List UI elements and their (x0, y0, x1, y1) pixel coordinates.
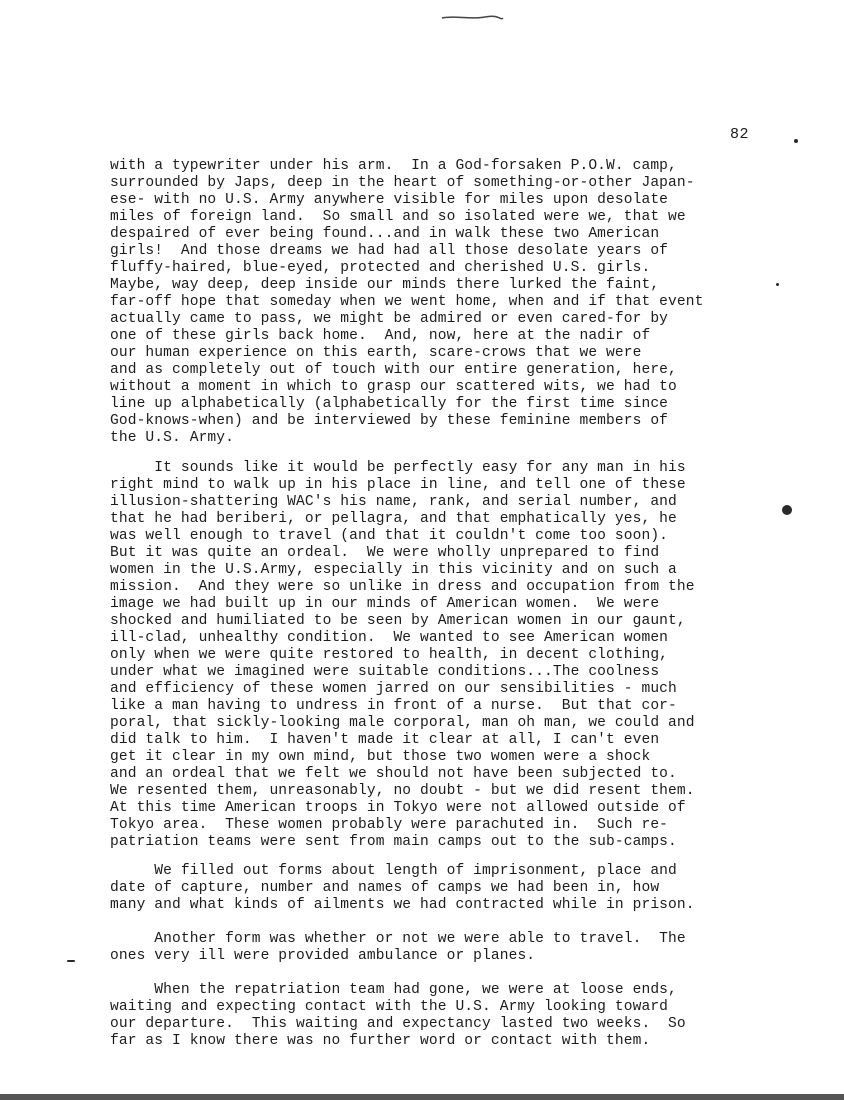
page-number: 82 (730, 126, 750, 143)
top-smudge-mark (440, 12, 505, 26)
paragraph-1: with a typewriter under his arm. In a God-forsaken P.O.W. camp, surrounded by Japs, deep in the heart of something-or-other Japan- ese- with no U.S. Army anywhere visible for miles upon desolate miles of foreign land. So small and so isolated were we, that we despaired of ever being found...and in walk these two American girls! And those dreams we had had all those desolate years of fluffy-haired, blue-eyed, protected and cherished U.S. girls. Maybe, way deep, deep inside our minds there lurked the faint, far-off hope that someday when we went home, when and if that event actually came to pass, we might be admired or even cared-for by one of these girls back home. And, now, here at the nadir of our human experience on this earth, scare-crows that we were and as completely out of touch with our entire generation, here, without a moment in which to grasp our scattered wits, we had to line up alphabetically (alphabetically for the first time since God-knows-when) and be interviewed by these feminine members of the U.S. Army. (110, 158, 704, 446)
paragraph-3: We filled out forms about length of imprisonment, place and date of capture, number and names of camps we had been in, how many and what kinds of ailments we had contracted while in prison. (110, 863, 695, 913)
paragraph-5: When the repatriation team had gone, we were at loose ends, waiting and expecting contact with the U.S. Army looking toward our departure. This waiting and expectancy lasted two weeks. So far as I know there was no further word or contact with them. (110, 982, 686, 1049)
paragraph-4: Another form was whether or not we were able to travel. The ones very ill were provided ambulance or planes. (110, 931, 686, 964)
ink-blot-mark (782, 505, 792, 515)
ink-dash-mark (67, 960, 75, 962)
paragraph-2: It sounds like it would be perfectly easy for any man in his right mind to walk up in his place in line, and tell one of these illusion-shattering WAC's his name, rank, and serial number, and that he had beriberi, or pellagra, and that emphatically yes, he was well enough to travel (and that it couldn't come too soon). But it was quite an ordeal. We were wholly unprepared to find women in the U.S.Army, especially in this vicinity and on such a mission. And they were so unlike in dress and occupation from the image we had built up in our minds of American women. We were shocked and humiliated to be seen by American women in our gaunt, ill-clad, unhealthy condition. We wanted to see American women only when we were quite restored to health, in decent clothing, under what we imagined were suitable conditions...The coolness and efficiency of these women jarred on our sensibilities - much like a man having to undress in front of a nurse. But that cor- poral, that sickly-looking male corporal, man oh man, we could and did talk to him. I haven't made it clear at all, I can't even get it clear in my own mind, but those two women were a shock and an ordeal that we felt we should not have been subjected to. We resented them, unreasonably, no doubt - but we did resent them. At this time American troops in Tokyo were not allowed outside of Tokyo area. These women probably were parachuted in. Such re- patriation teams were sent from main camps out to the sub-camps. (110, 460, 695, 850)
ink-dot-mark (794, 139, 798, 143)
scan-bottom-edge (0, 1094, 844, 1100)
ink-dot-mark (776, 283, 779, 286)
